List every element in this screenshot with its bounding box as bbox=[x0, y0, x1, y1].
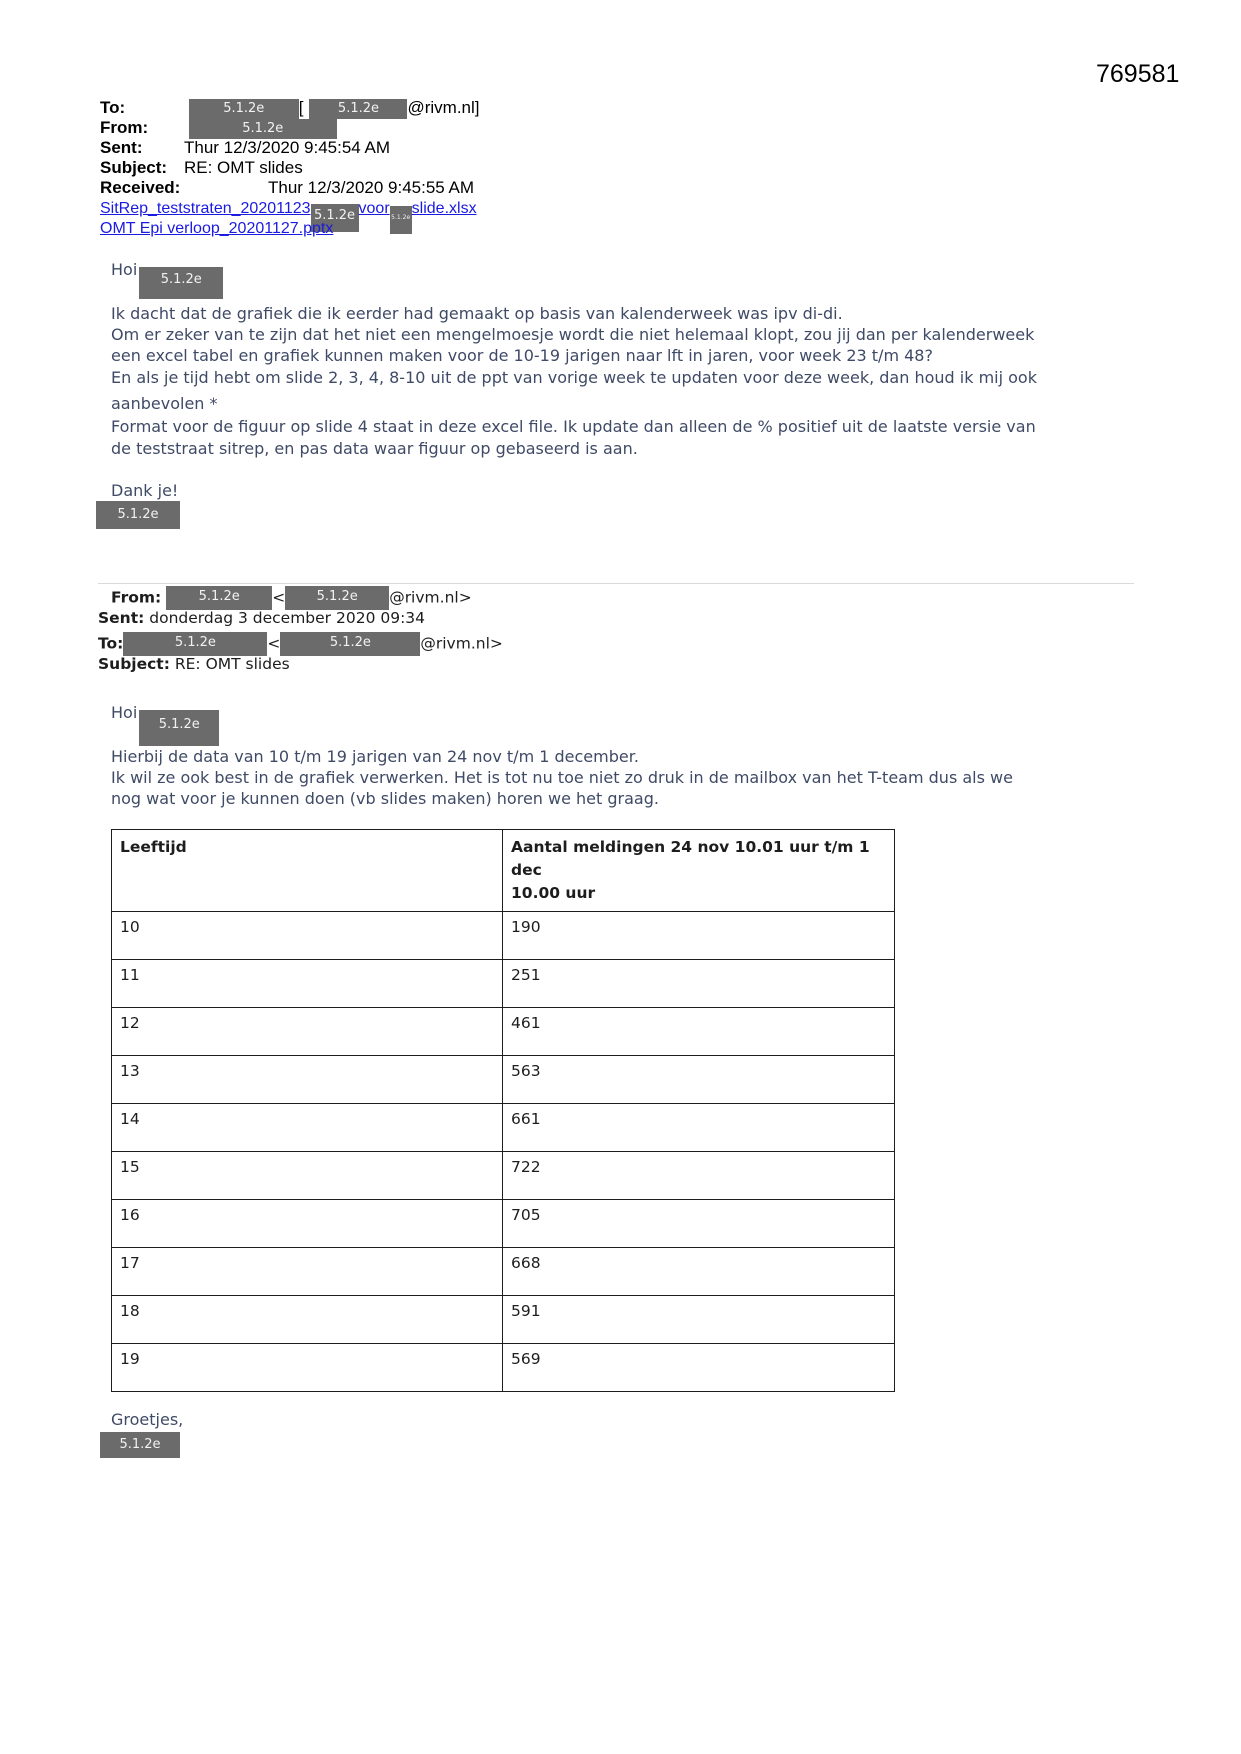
table-row bbox=[112, 960, 895, 1008]
redaction-box: 5.1.2e bbox=[123, 632, 267, 656]
greeting: Hoi5.1.2e bbox=[111, 260, 223, 299]
redaction-box: 5.1.2e bbox=[166, 586, 272, 610]
redaction-box: 5.1.2e bbox=[139, 267, 223, 299]
table-row bbox=[112, 1104, 895, 1152]
count-cell: 190 bbox=[503, 912, 895, 960]
subject-label: Subject: bbox=[100, 158, 168, 177]
email1-sent-row bbox=[100, 138, 480, 158]
sent-value: Thur 12/3/2020 9:45:54 AM bbox=[184, 138, 391, 157]
paragraph-line: nog wat voor je kunnen doen (vb slides maken) horen we het graag. bbox=[111, 789, 659, 808]
subject-value: RE: OMT slides bbox=[174, 655, 290, 673]
header-age: Leeftijd bbox=[112, 830, 503, 912]
age-cell: 17 bbox=[112, 1248, 503, 1296]
paragraph-line: aanbevolen * bbox=[111, 394, 218, 413]
closing: Groetjes, bbox=[111, 1410, 184, 1429]
age-cell: 18 bbox=[112, 1296, 503, 1344]
count-cell: 591 bbox=[503, 1296, 895, 1344]
paragraph-line: een excel tabel en grafiek kunnen maken voor de 10-19 jarigen naar lft in jaren, voor week 23 t/m 48? bbox=[111, 346, 933, 365]
email2-sent-row bbox=[98, 609, 425, 627]
email2-subject-row bbox=[98, 655, 290, 673]
attachment-row-1 bbox=[100, 198, 480, 223]
age-cell: 16 bbox=[112, 1200, 503, 1248]
redaction-box: 5.1.2e bbox=[309, 99, 407, 119]
from-domain: @rivm.nl> bbox=[389, 588, 472, 607]
paragraph-line: Hierbij de data van 10 t/m 19 jarigen van 24 nov t/m 1 december. bbox=[111, 747, 639, 766]
table-row bbox=[112, 1344, 895, 1392]
age-cell: 11 bbox=[112, 960, 503, 1008]
signature-redaction: 5.1.2e bbox=[100, 1432, 180, 1458]
paragraph-line: Format voor de figuur op slide 4 staat in deze excel file. Ik update dan alleen de % positief uit de laatste versie van bbox=[111, 417, 1036, 436]
email1-received-row bbox=[100, 178, 480, 198]
email1-to-row bbox=[100, 98, 480, 118]
to-label: To: bbox=[98, 634, 124, 653]
closing: Dank je! bbox=[111, 481, 179, 500]
paragraph-line: de teststraat sitrep, en pas data waar figuur op gebaseerd is aan. bbox=[111, 439, 638, 458]
age-cell: 15 bbox=[112, 1152, 503, 1200]
age-cell: 13 bbox=[112, 1056, 503, 1104]
count-cell: 251 bbox=[503, 960, 895, 1008]
from-label: From: bbox=[111, 588, 162, 607]
redaction-box: 5.1.2e bbox=[285, 586, 389, 610]
email2-from-row: From: 5.1.2e < 5.1.2e @rivm.nl> bbox=[111, 586, 472, 610]
table-row bbox=[112, 1152, 895, 1200]
age-reports-table bbox=[111, 829, 895, 1392]
subject-label: Subject: bbox=[98, 655, 170, 673]
from-label: From: bbox=[100, 118, 149, 137]
bracket: [ bbox=[298, 98, 304, 117]
age-cell: 10 bbox=[112, 912, 503, 960]
table-header-row bbox=[112, 830, 895, 912]
subject-value: RE: OMT slides bbox=[184, 158, 303, 177]
age-cell: 12 bbox=[112, 1008, 503, 1056]
count-cell: 461 bbox=[503, 1008, 895, 1056]
redaction-box: 5.1.2e bbox=[189, 119, 337, 139]
email1-header bbox=[100, 98, 480, 238]
paragraph-line: En als je tijd hebt om slide 2, 3, 4, 8-10 uit de ppt van vorige week te updaten voor deze week, dan houd ik mij ook bbox=[111, 368, 1037, 387]
to-label: To: bbox=[100, 98, 126, 117]
attachment-link-pptx[interactable]: OMT Epi verloop_20201127.pptx bbox=[100, 220, 334, 237]
redaction-box: 5.1.2e bbox=[189, 99, 299, 119]
table-row bbox=[112, 1200, 895, 1248]
age-cell: 19 bbox=[112, 1344, 503, 1392]
received-value: Thur 12/3/2020 9:45:55 AM bbox=[268, 178, 475, 197]
to-domain: @rivm.nl> bbox=[420, 634, 503, 653]
document-id: 769581 bbox=[1096, 60, 1180, 88]
redaction-box: 5.1.2e bbox=[139, 710, 219, 746]
paragraph-line: Ik dacht dat de grafiek die ik eerder had gemaakt op basis van kalenderweek was ipv di-di. bbox=[111, 304, 843, 323]
table-row bbox=[112, 1296, 895, 1344]
sent-value: donderdag 3 december 2020 09:34 bbox=[149, 609, 426, 627]
count-cell: 563 bbox=[503, 1056, 895, 1104]
count-cell: 705 bbox=[503, 1200, 895, 1248]
redaction-box: 5.1.2e bbox=[280, 632, 420, 656]
email1-from-row bbox=[100, 118, 480, 138]
age-cell: 14 bbox=[112, 1104, 503, 1152]
paragraph-line: Om er zeker van te zijn dat het niet een mengelmoesje wordt die niet helemaal klopt, zou jij dan per kalenderweek bbox=[111, 325, 1035, 344]
count-cell: 569 bbox=[503, 1344, 895, 1392]
count-cell: 722 bbox=[503, 1152, 895, 1200]
redaction-box: 5.1.2e bbox=[311, 204, 359, 232]
table-row bbox=[112, 1248, 895, 1296]
count-cell: 661 bbox=[503, 1104, 895, 1152]
sent-label: Sent: bbox=[100, 138, 143, 157]
header-count: Aantal meldingen 24 nov 10.01 uur t/m 1 dec 10.00 uur bbox=[503, 830, 895, 912]
to-domain: @rivm.nl] bbox=[407, 98, 480, 117]
email2-to-row: To: 5.1.2e < 5.1.2e @rivm.nl> bbox=[98, 632, 503, 656]
signature-redaction: 5.1.2e bbox=[96, 501, 180, 529]
sent-label: Sent: bbox=[98, 609, 145, 627]
paragraph-line: Ik wil ze ook best in de grafiek verwerken. Het is tot nu toe niet zo druk in de mailbox van het T-team dus als we bbox=[111, 768, 1013, 787]
attachment-row-2 bbox=[100, 218, 480, 238]
email1-subject-row bbox=[100, 158, 480, 178]
count-cell: 668 bbox=[503, 1248, 895, 1296]
attachment-link-xlsx[interactable]: SitRep_teststraten_20201123 5.1.2e voor5.1.2eslide.xlsx bbox=[100, 200, 477, 217]
greeting: Hoi5.1.2e bbox=[111, 703, 219, 746]
table-row bbox=[112, 912, 895, 960]
redaction-box: 5.1.2e bbox=[390, 206, 412, 234]
table-row bbox=[112, 1056, 895, 1104]
received-label: Received: bbox=[100, 178, 181, 197]
table-row bbox=[112, 1008, 895, 1056]
separator-line bbox=[98, 583, 1134, 584]
